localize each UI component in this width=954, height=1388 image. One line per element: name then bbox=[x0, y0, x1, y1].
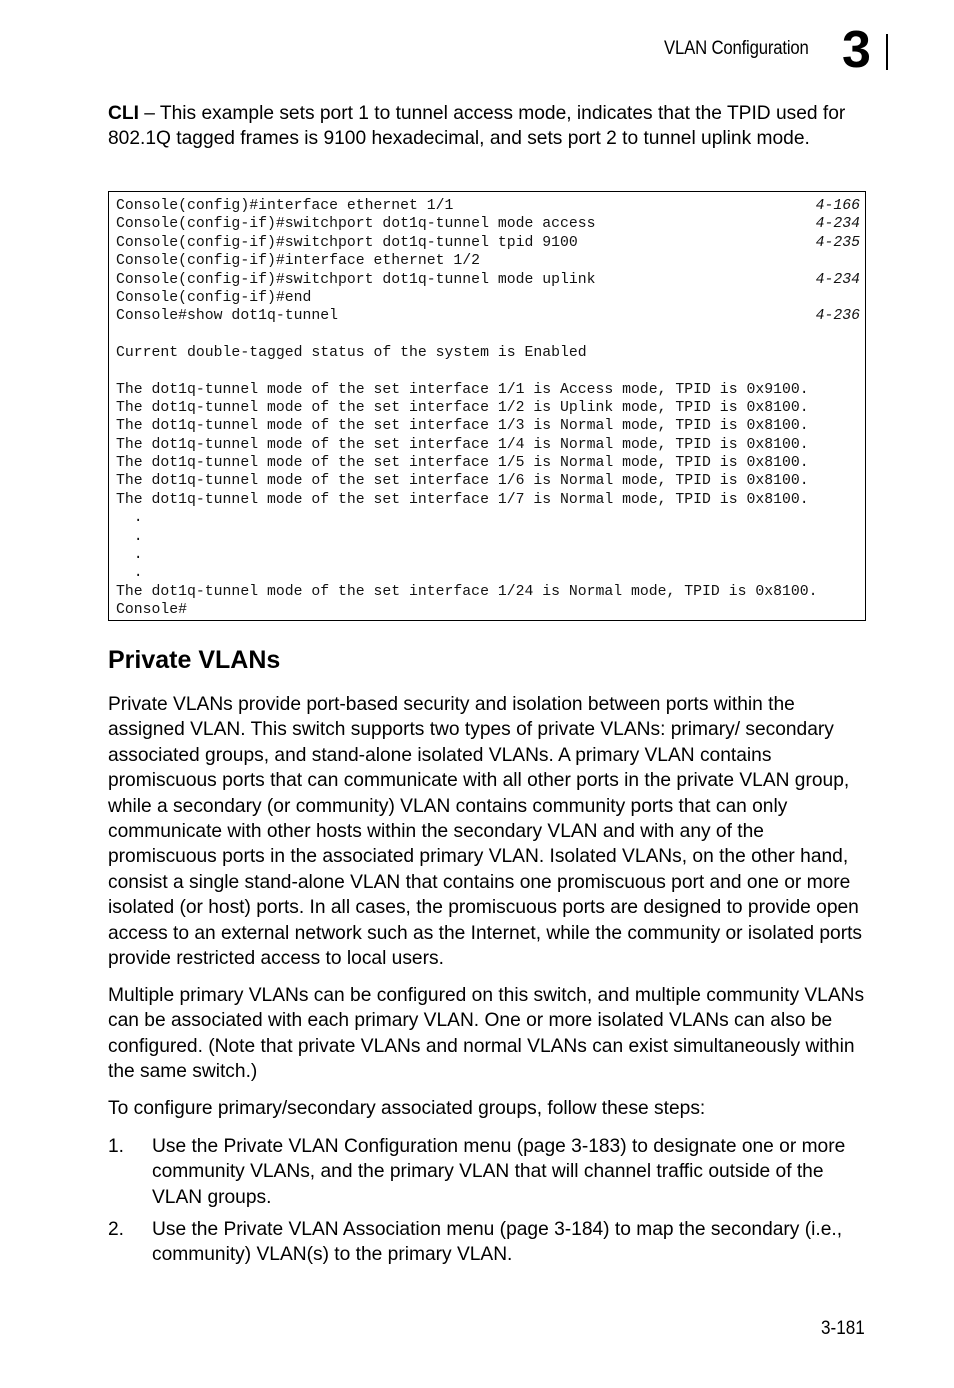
code-line-page-ref: 4-235 bbox=[815, 234, 860, 251]
code-line bbox=[116, 197, 860, 215]
code-line-text: The dot1q-tunnel mode of the set interface 1/5 is Normal mode, TPID is 0x8100. bbox=[116, 455, 809, 472]
cli-intro-text: – This example sets port 1 to tunnel access mode, indicates that the TPID used for 802.1Q tagged frames is 9100 hexadecimal, and sets port 2 to tunnel uplink mode. bbox=[108, 103, 846, 150]
list-item-text: Use the Private VLAN Association menu (page 3-184) to map the secondary (i.e., community) VLAN(s) to the primary VLAN. bbox=[152, 1219, 843, 1266]
code-line-text: Current double-tagged status of the system is Enabled bbox=[116, 344, 587, 361]
code-line bbox=[116, 472, 860, 490]
code-line-text: . bbox=[116, 528, 143, 545]
cli-intro-paragraph bbox=[108, 101, 868, 152]
code-line-text: . bbox=[116, 510, 143, 527]
code-line bbox=[116, 362, 860, 380]
code-line-text: . bbox=[116, 565, 143, 582]
code-line bbox=[116, 601, 860, 619]
header-divider bbox=[886, 34, 888, 70]
code-line bbox=[116, 528, 860, 546]
code-line bbox=[116, 307, 860, 325]
list-item-text: Use the Private VLAN Configuration menu (page 3-183) to designate one or more community VLANs, and the primary VLAN that will channel traffic outside of the VLAN groups. bbox=[152, 1136, 846, 1208]
code-line bbox=[116, 326, 860, 344]
cli-label: CLI bbox=[108, 103, 139, 124]
code-line bbox=[116, 509, 860, 527]
code-line-page-ref: 4-166 bbox=[815, 198, 860, 214]
code-line-text: The dot1q-tunnel mode of the set interface 1/7 is Normal mode, TPID is 0x8100. bbox=[116, 491, 809, 508]
code-line-text: The dot1q-tunnel mode of the set interface 1/6 is Normal mode, TPID is 0x8100. bbox=[116, 473, 809, 490]
code-line bbox=[116, 271, 860, 289]
code-line-text: The dot1q-tunnel mode of the set interface 1/24 is Normal mode, TPID is 0x8100. bbox=[116, 583, 818, 600]
code-line-text: The dot1q-tunnel mode of the set interface 1/3 is Normal mode, TPID is 0x8100. bbox=[116, 418, 809, 435]
code-line-text: Console# bbox=[116, 602, 188, 619]
code-line-text: The dot1q-tunnel mode of the set interface 1/2 is Uplink mode, TPID is 0x8100. bbox=[116, 399, 809, 416]
code-line-text: Console(config-if)#interface ethernet 1/2 bbox=[116, 253, 481, 270]
code-line bbox=[116, 252, 860, 270]
code-line bbox=[116, 381, 860, 399]
code-line-page-ref: 4-236 bbox=[815, 308, 860, 325]
steps-intro-paragraph: To configure primary/secondary associated groups, follow these steps: bbox=[108, 1098, 706, 1119]
code-line bbox=[116, 417, 860, 435]
code-line-text: Console(config-if)#switchport dot1q-tunnel mode access bbox=[116, 216, 596, 233]
code-line bbox=[116, 399, 860, 417]
code-line-page-ref: 4-234 bbox=[815, 271, 860, 288]
code-lines bbox=[116, 197, 860, 620]
code-line-text: Console#show dot1q-tunnel bbox=[116, 308, 338, 325]
code-line-text: Console(config)#interface ethernet 1/1 bbox=[116, 198, 454, 214]
code-line bbox=[116, 583, 860, 601]
code-line bbox=[116, 436, 860, 454]
code-line bbox=[116, 234, 860, 252]
code-line bbox=[116, 454, 860, 472]
code-line-text: . bbox=[116, 547, 143, 564]
private-vlans-intro-paragraph: Private VLANs provide port-based security and isolation between ports within the assigned VLAN. This switch supports two types of private VLANs: primary/ secondary associated groups, and stand-alone isolated VLANs. A primary VLAN contains promiscuous ports that can communicate with all other ports in the private VLAN group, while a secondary (or community) VLAN contains community ports that can only communicate with other hosts within the secondary VLAN and with any of the promiscuous ports in the associated primary VLAN. Isolated VLANs, on the other hand, consist a single stand-alone VLAN that contains one promiscuous port and one or more isolated (or host) ports. In all cases, the promiscuous ports are designed to provide open access to an external network such as the Internet, while the community or isolated ports provide restricted access to local users. bbox=[108, 694, 863, 970]
list-item-number: 1. bbox=[108, 1136, 125, 1157]
code-line-text: Console(config-if)#switchport dot1q-tunnel tpid 9100 bbox=[116, 234, 578, 251]
code-line bbox=[116, 215, 860, 233]
code-line bbox=[116, 289, 860, 307]
code-line-text: Console(config-if)#switchport dot1q-tunnel mode uplink bbox=[116, 271, 596, 288]
code-line bbox=[116, 344, 860, 362]
running-header-title: VLAN Configuration bbox=[664, 38, 809, 59]
code-line bbox=[116, 564, 860, 582]
code-line bbox=[116, 491, 860, 509]
list-item-number: 2. bbox=[108, 1219, 125, 1240]
code-line-text: The dot1q-tunnel mode of the set interface 1/4 is Normal mode, TPID is 0x8100. bbox=[116, 436, 809, 453]
page-number: 3-181 bbox=[821, 1318, 865, 1339]
section-title: Private VLANs bbox=[108, 646, 281, 674]
code-line bbox=[116, 546, 860, 564]
code-line-text: Console(config-if)#end bbox=[116, 289, 312, 306]
chapter-number: 3 bbox=[842, 21, 870, 79]
code-line-text: The dot1q-tunnel mode of the set interface 1/1 is Access mode, TPID is 0x9100. bbox=[116, 381, 809, 398]
cli-example-box bbox=[108, 191, 866, 621]
multiple-vlans-paragraph: Multiple primary VLANs can be configured on this switch, and multiple community VLANs can be associated with each primary VLAN. One or more isolated VLANs can also be configured. (Note that private VLANs and normal VLANs can exist simultaneously within the same switch.) bbox=[108, 985, 865, 1083]
code-line-page-ref: 4-234 bbox=[815, 216, 860, 233]
